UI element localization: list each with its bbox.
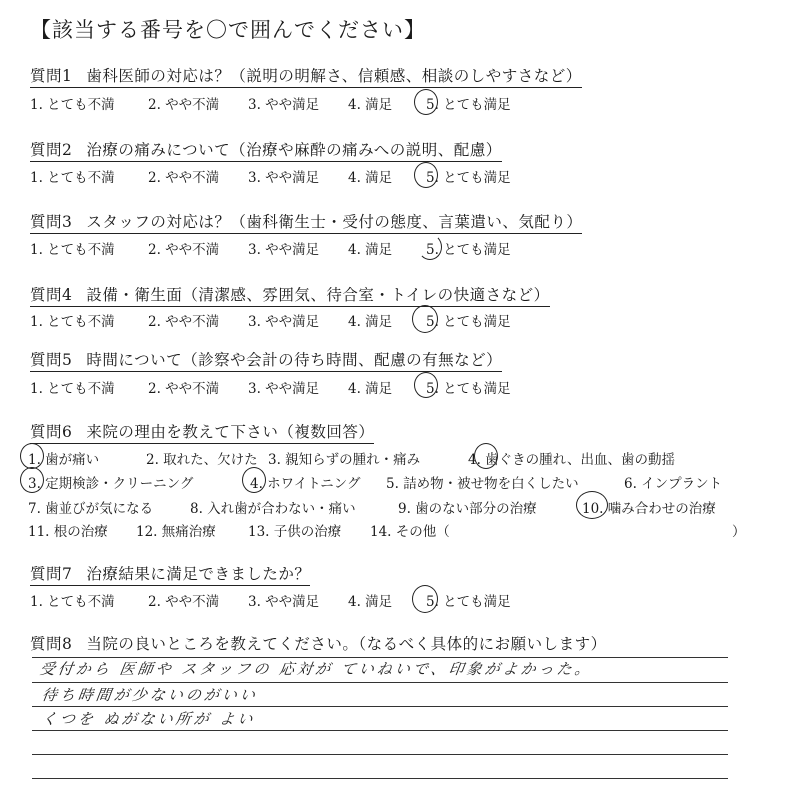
question-3-heading xyxy=(30,210,582,234)
answer-line xyxy=(32,706,728,707)
question-text: 当院の良いところを教えてください。（なるべく具体的にお願いします） xyxy=(86,635,607,653)
rating-option-3[interactable]: 3. やや満足 xyxy=(248,381,320,397)
rating-option-1[interactable]: 1. とても不満 xyxy=(30,594,115,610)
selection-circle xyxy=(20,467,44,493)
selection-circle xyxy=(474,443,498,469)
question-text: スタッフの対応は？（歯科衛生士・受付の態度、言葉遣い、気配り） xyxy=(86,213,583,231)
reason-option[interactable]: 10. 噛み合わせの治療 xyxy=(582,501,716,517)
rating-option-5[interactable]: 5. とても満足 xyxy=(426,242,511,258)
question-number: 質問1 xyxy=(30,67,73,85)
question-8-heading xyxy=(30,632,607,655)
selection-circle xyxy=(20,443,44,469)
answer-line xyxy=(32,778,728,779)
handwritten-answer: 受付から 医師や スタッフの 応対が ていねいで、印象がよかった。 xyxy=(38,660,594,678)
rating-option-5[interactable]: 5. とても満足 xyxy=(426,594,511,610)
selection-circle xyxy=(576,491,608,519)
rating-option-1[interactable]: 1. とても不満 xyxy=(30,242,115,258)
rating-option-2[interactable]: 2. やや不満 xyxy=(148,381,220,397)
rating-option-4[interactable]: 4. 満足 xyxy=(348,242,393,258)
rating-option-1[interactable]: 1. とても不満 xyxy=(30,314,115,330)
reason-option[interactable]: 8. 入れ歯が合わない・痛い xyxy=(190,501,356,517)
question-7-heading xyxy=(30,562,310,586)
reason-option[interactable]: 1. 歯が痛い xyxy=(28,452,100,468)
rating-option-4[interactable]: 4. 満足 xyxy=(348,381,393,397)
rating-option-5[interactable]: 5. とても満足 xyxy=(426,97,511,113)
rating-option-2[interactable]: 2. やや不満 xyxy=(148,594,220,610)
selection-circle xyxy=(414,162,438,188)
answer-line xyxy=(32,754,728,755)
question-number: 質問2 xyxy=(30,141,73,159)
reason-option[interactable]: 7. 歯並びが気になる xyxy=(28,501,154,517)
form-title: 【該当する番号を〇で囲んでください】 xyxy=(30,18,426,42)
rating-option-3[interactable]: 3. やや満足 xyxy=(248,594,320,610)
question-4-heading xyxy=(30,283,550,307)
question-number: 質問4 xyxy=(30,286,73,304)
rating-option-4[interactable]: 4. 満足 xyxy=(348,170,393,186)
question-5-heading xyxy=(30,348,502,372)
rating-option-4[interactable]: 4. 満足 xyxy=(348,97,393,113)
reason-option[interactable]: 3. 親知らずの腫れ・痛み xyxy=(268,452,421,468)
question-2-heading xyxy=(30,138,502,162)
question-text: 治療の痛みについて（治療や麻酔の痛みへの説明、配慮） xyxy=(86,141,502,159)
selection-circle xyxy=(414,372,438,398)
question-number: 質問7 xyxy=(30,565,73,583)
other-close-paren: ） xyxy=(732,524,746,540)
rating-option-5[interactable]: 5. とても満足 xyxy=(426,170,511,186)
question-text: 来院の理由を教えて下さい（複数回答） xyxy=(86,423,375,441)
reason-option[interactable]: 6. インプラント xyxy=(624,476,723,492)
reason-option[interactable]: 3. 定期検診・クリーニング xyxy=(28,476,194,492)
selection-circle xyxy=(412,305,438,333)
rating-option-2[interactable]: 2. やや不満 xyxy=(148,314,220,330)
reason-option[interactable]: 11. 根の治療 xyxy=(28,524,108,540)
other-option[interactable]: 14. その他（ xyxy=(370,524,450,540)
reason-option[interactable]: 13. 子供の治療 xyxy=(248,524,342,540)
question-1-heading xyxy=(30,64,582,88)
question-number: 質問3 xyxy=(30,213,73,231)
answer-line xyxy=(32,730,728,731)
reason-option[interactable]: 4. 歯ぐきの腫れ、出血、歯の動揺 xyxy=(468,452,675,468)
rating-option-2[interactable]: 2. やや不満 xyxy=(148,170,220,186)
rating-option-1[interactable]: 1. とても不満 xyxy=(30,170,115,186)
handwritten-answer: 待ち時間が少ないのがいい xyxy=(40,686,260,704)
selection-circle xyxy=(242,467,266,493)
reason-option[interactable]: 5. 詰め物・被せ物を白くしたい xyxy=(386,476,579,492)
question-6-heading xyxy=(30,420,374,444)
rating-option-1[interactable]: 1. とても不満 xyxy=(30,97,115,113)
reason-option[interactable]: 12. 無痛治療 xyxy=(136,524,216,540)
question-number: 質問8 xyxy=(30,635,73,653)
rating-option-1[interactable]: 1. とても不満 xyxy=(30,381,115,397)
rating-option-5[interactable]: 5. とても満足 xyxy=(426,381,511,397)
rating-option-3[interactable]: 3. やや満足 xyxy=(248,314,320,330)
rating-option-3[interactable]: 3. やや満足 xyxy=(248,170,320,186)
rating-option-3[interactable]: 3. やや満足 xyxy=(248,97,320,113)
question-text: 治療結果に満足できましたか？ xyxy=(86,565,311,583)
rating-option-2[interactable]: 2. やや不満 xyxy=(148,97,220,113)
answer-line xyxy=(32,682,728,683)
handwritten-answer: くつを ぬがない所が よい xyxy=(40,710,257,728)
selection-circle xyxy=(414,89,438,115)
question-text: 設備・衛生面（清潔感、雰囲気、待合室・トイレの快適さなど） xyxy=(86,286,550,304)
rating-option-4[interactable]: 4. 満足 xyxy=(348,314,393,330)
rating-option-3[interactable]: 3. やや満足 xyxy=(248,242,320,258)
question-text: 歯科医師の対応は？（説明の明解さ、信頼感、相談のしやすさなど） xyxy=(86,67,582,85)
question-number: 質問5 xyxy=(30,351,73,369)
selection-circle xyxy=(412,585,438,613)
rating-option-5[interactable]: 5. とても満足 xyxy=(426,314,511,330)
question-text: 時間について（診察や会計の待ち時間、配慮の有無など） xyxy=(86,351,503,369)
reason-option[interactable]: 4. ホワイトニング xyxy=(250,476,361,492)
reason-option[interactable]: 9. 歯のない部分の治療 xyxy=(398,501,537,517)
reason-option[interactable]: 2. 取れた、欠けた xyxy=(146,452,258,468)
rating-option-4[interactable]: 4. 満足 xyxy=(348,594,393,610)
selection-circle xyxy=(418,234,442,260)
rating-option-2[interactable]: 2. やや不満 xyxy=(148,242,220,258)
question-number: 質問6 xyxy=(30,423,73,441)
